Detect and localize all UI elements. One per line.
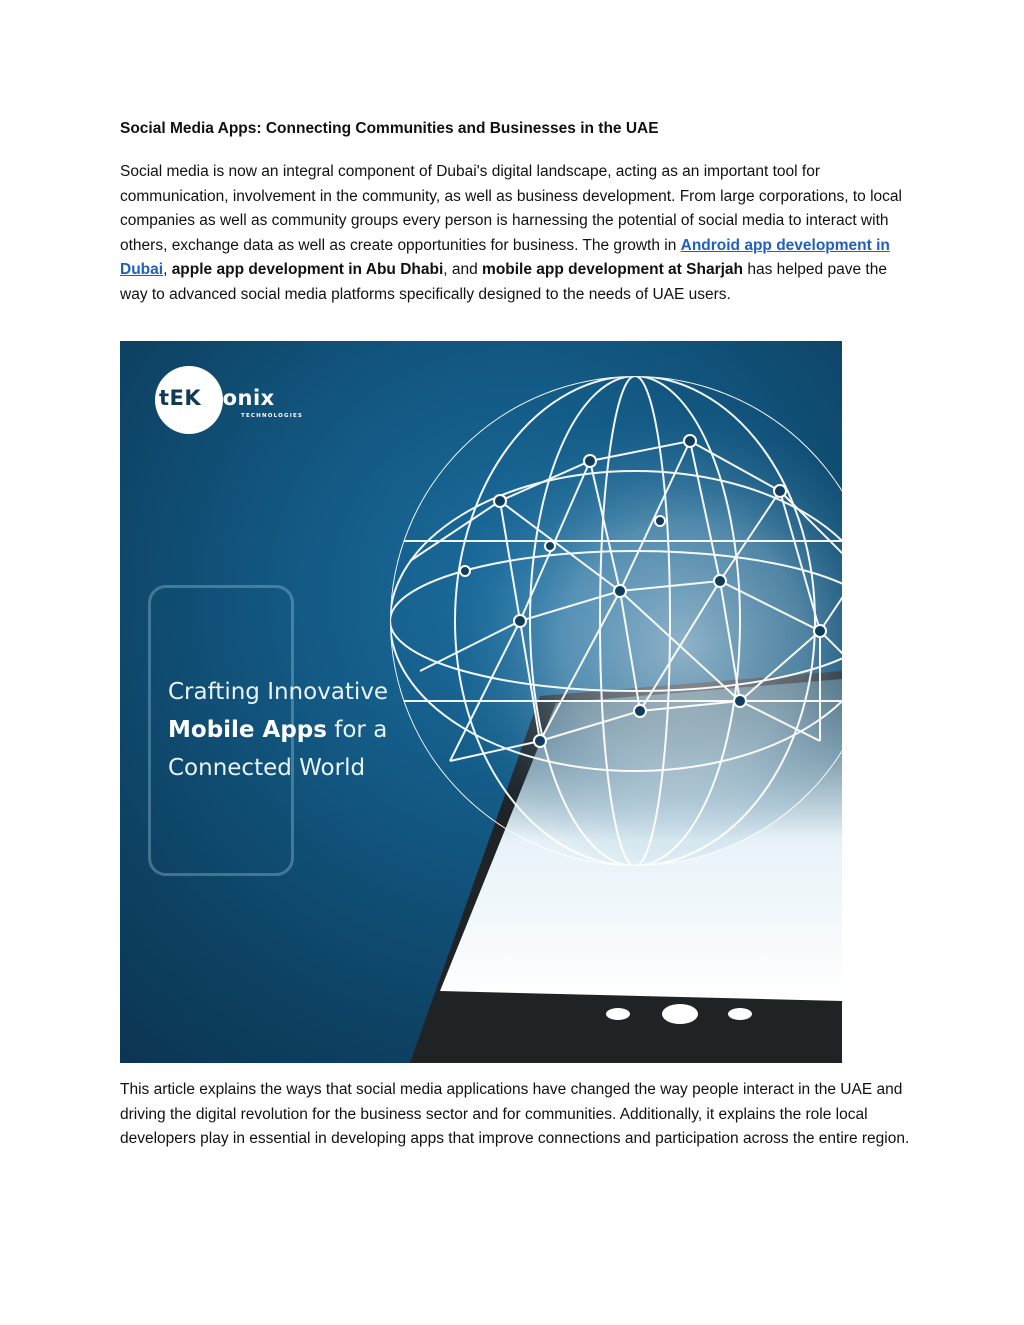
tektronix-logo	[155, 366, 304, 436]
article-title: Social Media Apps: Connecting Communities and Businesses in the UAE	[120, 120, 659, 137]
headline-line-3: Connected World	[168, 755, 366, 781]
android-dev-link[interactable]: Android app development in Dubai	[120, 236, 890, 279]
intro-text-4: has helped pave the way to advanced social media platforms specifically designed to the needs of UAE users.	[120, 261, 887, 303]
intro-bold-1: apple app development in Abu Dhabi	[171, 261, 444, 279]
article-body	[120, 116, 905, 308]
intro-text-3: , and	[443, 261, 483, 279]
logo-light-part: tronix	[201, 386, 275, 410]
closing-section	[120, 1078, 910, 1152]
headline-line-2	[168, 711, 468, 749]
hero-image	[120, 341, 842, 1063]
hero-headline	[168, 673, 468, 787]
logo-wordmark	[159, 386, 275, 410]
closing-paragraph: This article explains the ways that social media applications have changed the way people interact in the UAE and driving the digital revolution for the business sector and for communities. Additionally, it explains the role local developers play in essential in developing apps that improve connections and participation across the entire region.	[120, 1081, 910, 1148]
globe-glow	[390, 376, 842, 866]
intro-text-2: ,	[163, 261, 172, 279]
logo-dark-part: tEK	[159, 386, 202, 410]
intro-paragraph	[120, 160, 905, 308]
intro-bold-2: mobile app development at Sharjah	[482, 261, 744, 279]
headline-line-2-rest: for a	[326, 717, 388, 743]
headline-line-1: Crafting Innovative	[168, 679, 389, 705]
headline-bold: Mobile Apps	[168, 717, 327, 743]
intro-text-1: Social media is now an integral component of Dubai's digital landscape, acting as an important tool for communication, involvement in the community, as well as business development. From large corporations, to local companies as well as community groups every person is harnessing the potential of social media to interact with others, exchange data as well as create opportunities for business. The growth in	[120, 163, 902, 254]
logo-subtitle: TECHNOLOGIES	[241, 413, 304, 419]
